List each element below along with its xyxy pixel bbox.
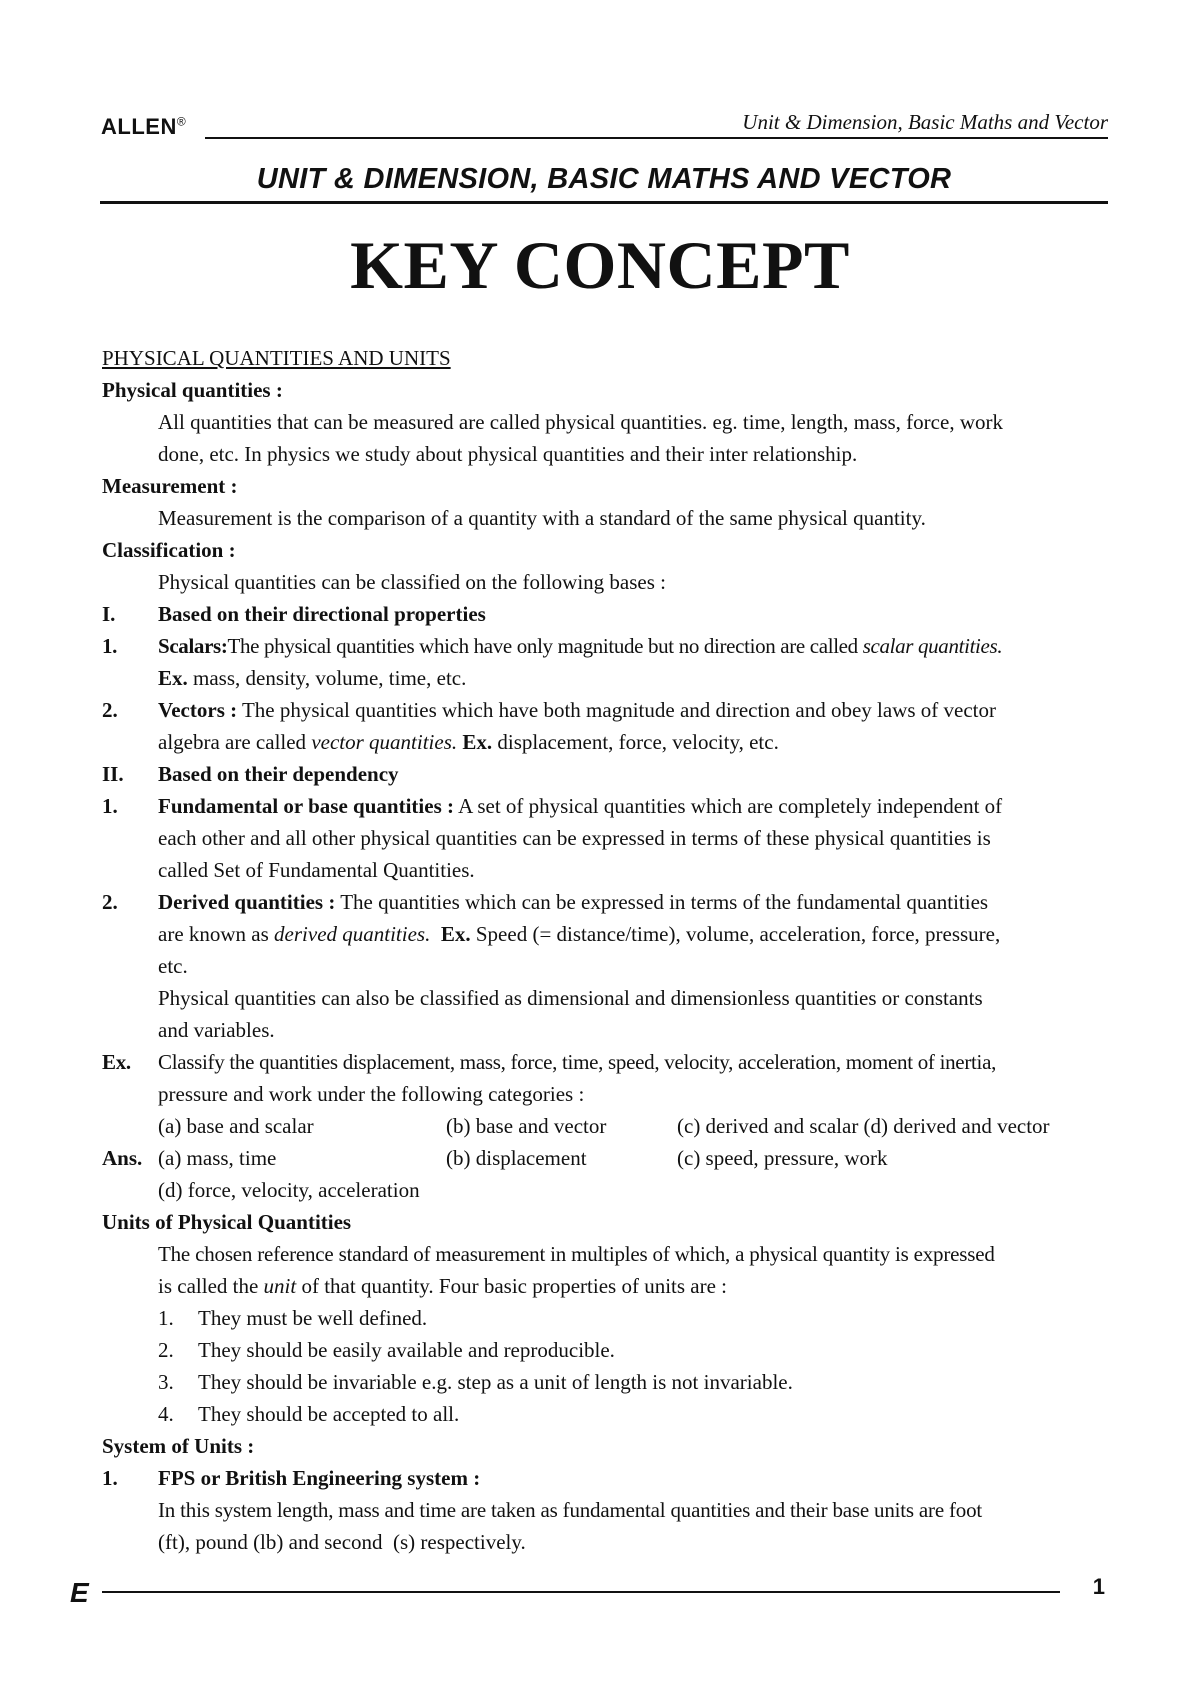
edition-mark: E [70,1577,89,1608]
paragraph-line: called Set of Fundamental Quantities. [158,858,475,882]
classification-heading: Classification : [102,538,236,562]
paragraph-line: each other and all other physical quantities can be expressed in terms of these physical quantities is [158,826,991,850]
answer-a: (a) mass, time [158,1146,277,1170]
option-c-d: (c) derived and scalar (d) derived and vector [677,1114,1050,1138]
answer-c: (c) speed, pressure, work [677,1146,888,1170]
item-number: 1. [102,634,118,658]
paragraph-line: The chosen reference standard of measurement in multiples of which, a physical quantity is expressed [158,1242,995,1266]
list-item [102,1366,1108,1398]
publisher-logo [101,114,186,140]
group-heading [102,598,1108,630]
registered-mark: ® [176,114,187,129]
system-heading: System of Units : [102,1434,255,1458]
list-item [102,1334,1108,1366]
footer-rule [102,1591,1060,1593]
paragraph-line: etc. [158,954,188,978]
list-item [102,1302,1108,1334]
item-number: 1. [102,1466,118,1490]
item-text: is called the [158,1274,264,1298]
paragraph-line: Measurement is the comparison of a quantity with a standard of the same physical quantity. [158,506,926,530]
example-text: displacement, force, velocity, etc. [492,730,779,754]
item-number: 3. [158,1370,174,1394]
list-item [102,1462,1108,1494]
term: Derived quantities : [158,890,336,914]
paragraph-line: In this system length, mass and time are taken as fundamental quantities and their base units are foot [158,1498,983,1522]
option-a: (a) base and scalar [158,1114,314,1138]
example-label: Ex. [457,730,493,754]
document-body [102,342,1108,1558]
paragraph-line: (ft), pound (lb) and second (s) respectively. [158,1530,526,1554]
term: FPS or British Engineering system : [158,1466,481,1490]
option-b: (b) base and vector [446,1114,607,1138]
term: Fundamental or base quantities : [158,794,454,818]
header-rule [205,137,1108,139]
list-item [102,630,1108,662]
item-number: 2. [102,890,118,914]
options-row [102,1110,1108,1142]
list-item [102,694,1108,726]
item-number: 1. [158,1306,174,1330]
italic-term: vector quantities. [311,730,458,754]
logo-text: ALLEN [101,114,177,139]
group-number: II. [102,762,124,786]
paragraph-line: and variables. [158,1018,275,1042]
italic-term: unit [263,1274,297,1298]
section-heading: PHYSICAL QUANTITIES AND UNITS [102,346,451,370]
answer-row: (d) force, velocity, acceleration [158,1178,420,1202]
item-text: of that quantity. Four basic properties of units are : [296,1274,728,1298]
list-item [102,790,1108,822]
group-title: Based on their dependency [158,762,399,786]
example-question [102,1046,1108,1078]
example-label: Ex. [102,1050,131,1074]
example-line [102,662,1108,694]
paragraph-line: Physical quantities can be classified on the following bases : [158,570,666,594]
term: Vectors : [158,698,238,722]
item-text: The quantities which can be expressed in terms of the fundamental quantities [335,890,989,914]
answer-label: Ans. [102,1146,143,1170]
physical-quantities-heading: Physical quantities : [102,378,283,402]
paragraph-line: Physical quantities can also be classified as dimensional and dimensionless quantities or constants [158,986,983,1010]
title-rule [100,201,1108,204]
paragraph-line: All quantities that can be measured are called physical quantities. eg. time, length, mass, force, work [158,410,1003,434]
italic-term: derived quantities. [274,922,431,946]
paragraph-line [102,726,1108,758]
page-number: 1 [1092,1574,1105,1599]
item-number: 2. [102,698,118,722]
item-text: They must be well defined. [198,1306,428,1330]
italic-term: scalar quantities. [862,634,1003,658]
item-text: The physical quantities which have only magnitude but no direction are called [227,634,863,658]
answer-b: (b) displacement [446,1146,587,1170]
paragraph-line [102,1270,1108,1302]
item-number: 2. [158,1338,174,1362]
example-label: Ex. [158,666,188,690]
item-number: 4. [158,1402,174,1426]
list-item [102,886,1108,918]
list-item [102,1398,1108,1430]
question-text: Classify the quantities displacement, mass, force, time, speed, velocity, acceleration, moment of inertia, [158,1050,997,1074]
running-title: Unit & Dimension, Basic Maths and Vector [742,110,1108,134]
units-heading: Units of Physical Quantities [102,1210,352,1234]
term: Scalars: [158,634,228,658]
item-number: 1. [102,794,118,818]
answer-row [102,1142,1108,1174]
measurement-heading: Measurement : [102,474,238,498]
chapter-title: UNIT & DIMENSION, BASIC MATHS AND VECTOR [256,163,952,195]
example-label: Ex. [430,922,471,946]
example-text: mass, density, volume, time, etc. [187,666,467,690]
page-subtitle: KEY CONCEPT [350,227,850,303]
item-text: They should be accepted to all. [198,1402,460,1426]
item-text: are known as [158,922,275,946]
paragraph-line: pressure and work under the following categories : [158,1082,585,1106]
item-text: A set of physical quantities which are completely independent of [453,794,1003,818]
paragraph-line [102,918,1108,950]
group-title: Based on their directional properties [158,602,486,626]
item-text: The physical quantities which have both magnitude and direction and obey laws of vector [237,698,997,722]
paragraph-line: done, etc. In physics we study about physical quantities and their inter relationship. [158,442,858,466]
example-text: Speed (= distance/time), volume, acceleration, force, pressure, [470,922,1001,946]
group-heading [102,758,1108,790]
item-text: algebra are called [158,730,312,754]
group-number: I. [102,602,116,626]
item-text: They should be invariable e.g. step as a unit of length is not invariable. [198,1370,793,1394]
item-text: They should be easily available and reproducible. [198,1338,615,1362]
